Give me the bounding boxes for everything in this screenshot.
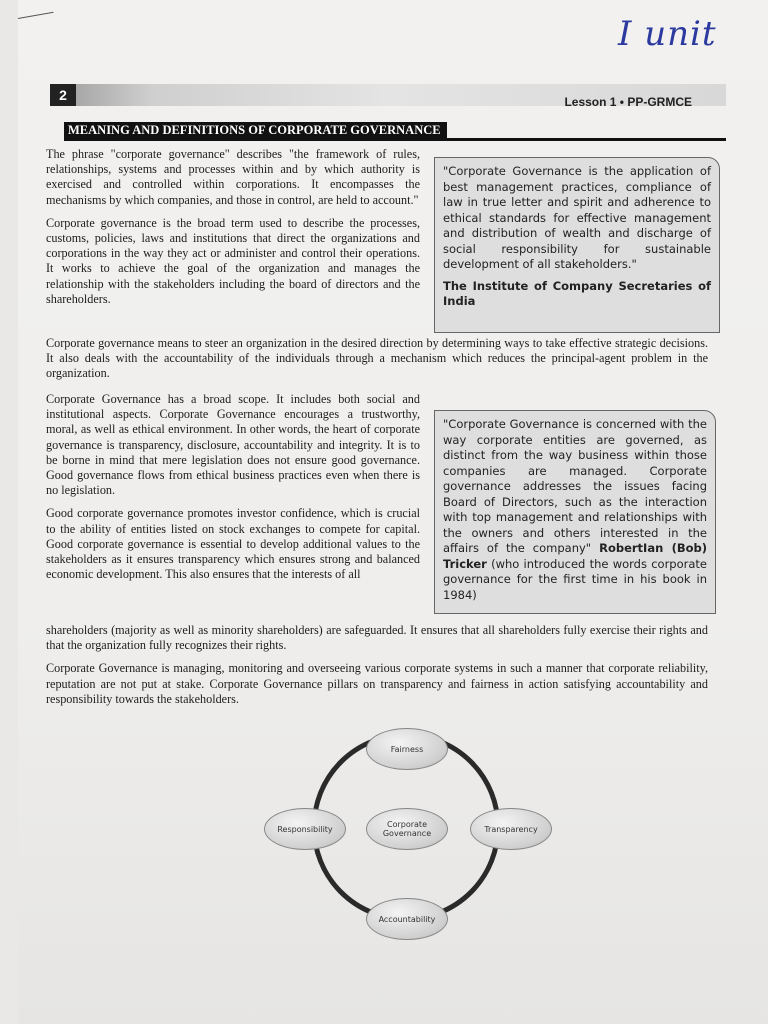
document-page xyxy=(18,0,768,1024)
paragraph: shareholders (majority as well as minority shareholders) are safeguarded. It ensures that all shareholders fully exercise their rights and that the organization fully recognizes their rights. xyxy=(46,623,708,653)
quote-note: (who introduced the words corporate governance for the first time in his book in 1984) xyxy=(443,556,707,602)
paragraph: Corporate governance is the broad term used to describe the processes, customs, policies, laws and institutions that direct the organizations and corporations in the way they act or administer and control their operations. It works to achieve the goal of the organization and manages the relationship with the stakeholders including the board of directors and the shareholders. xyxy=(46,215,420,306)
quote-source: The Institute of Company Secretaries of India xyxy=(443,278,711,308)
paragraph: Corporate governance means to steer an organization in the desired direction by determining ways to take effective strategic decisions. It also deals with the accountability of the individuals through a mechanism which reduces the principal-agent problem in the organization. xyxy=(46,336,708,381)
paragraph: Corporate Governance has a broad scope. It includes both social and institutional aspects. Corporate Governance encourages a trustworthy, moral, as well as ethical environment. In other words, the heart of corporate governance is transparency, disclosure, accountability and integrity. It is to be borne in mind that mere legislation does not ensure good governance. Good governance flows from ethical business practices even when there is no legislation. xyxy=(46,392,420,498)
pen-mark xyxy=(18,12,54,19)
quote-text: "Corporate Governance is the application of best management practices, compliance of law in true letter and spirit and adherence to ethical standards for effective management and distribution of wealth and discharge of social responsibility for sustainable development of all stakeholders." xyxy=(443,164,711,271)
handwritten-annotation: I unit xyxy=(618,14,717,54)
node-corporate-governance: Corporate Governance xyxy=(366,808,448,850)
paragraph: Good corporate governance promotes investor confidence, which is crucial to the ability of entities listed on stock exchanges to compete for capital. Good corporate governance is essential to develop additional values to the stakeholders as it ensures transparency which ensures strong and balanced economic development. This also ensures that the interests of all xyxy=(46,506,420,582)
quote-author: RobertIan (Bob) Tricker xyxy=(443,541,708,571)
node-transparency: Transparency xyxy=(470,808,552,850)
node-accountability: Accountability xyxy=(366,898,448,940)
node-responsibility: Responsibility xyxy=(264,808,346,850)
section-title-text: MEANING AND DEFINITIONS OF CORPORATE GOVERNANCE xyxy=(64,122,447,139)
lesson-label: Lesson 1 • PP-GRMCE xyxy=(564,95,692,109)
governance-pillars-diagram xyxy=(256,722,566,952)
left-column-1 xyxy=(46,147,420,315)
node-fairness: Fairness xyxy=(366,728,448,770)
section-title xyxy=(64,121,726,141)
left-column-2 xyxy=(46,392,420,582)
quote-box-icsi xyxy=(434,157,720,333)
paragraph: Corporate Governance is managing, monitoring and overseeing various corporate systems in such a manner that corporate reliability, reputation are not put at stake. Corporate Governance pillars on transparency and fairness in action satisfying accountability and responsibility towards the stakeholders. xyxy=(46,661,708,706)
full-paragraph-1 xyxy=(46,336,708,390)
quote-box-tricker xyxy=(434,410,716,614)
quote-text: "Corporate Governance is concerned with the way corporate entities are governed, as distinct from the way business within those companies are managed. Corporate governance addresses the issues facing Board of Directors, such as the interaction with top management and relationships with the owners and others interested in the affairs of the company" xyxy=(443,417,707,555)
full-paragraph-2 xyxy=(46,623,708,715)
paragraph: The phrase "corporate governance" describes "the framework of rules, relationships, systems and processes within and by which authority is exercised and controlled within corporations. It encompasses the mechanisms by which companies, and those in control, are held to account." xyxy=(46,147,420,207)
page-number: 2 xyxy=(50,84,76,106)
